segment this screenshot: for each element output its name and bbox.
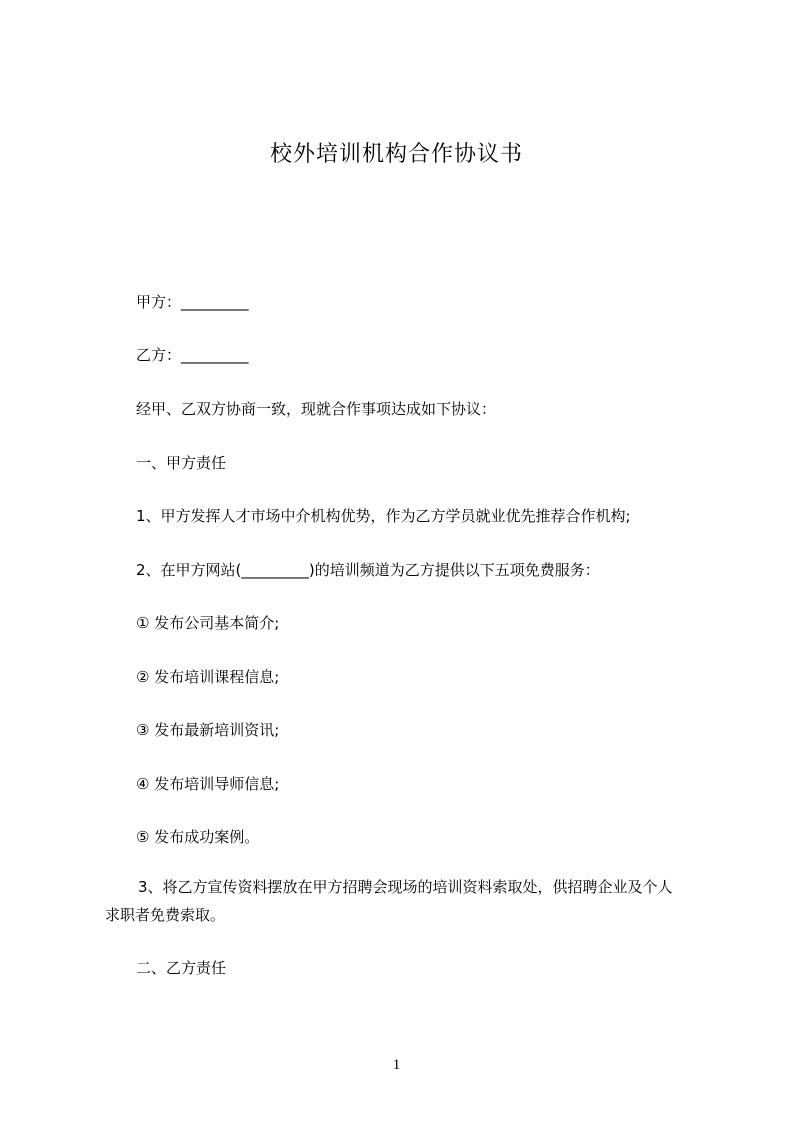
clause-3-line-2: 求职者免费索取。 (105, 906, 226, 924)
service-item: ④ 发布培训导师信息; (136, 775, 280, 793)
party-a-line: 甲方：_________ (136, 293, 249, 311)
service-item: ⑤ 发布成功案例。 (136, 828, 260, 846)
clause-1: 1、甲方发挥人才市场中介机构优势，作为乙方学员就业优先推荐合作机构; (136, 507, 631, 525)
service-item: ③ 发布最新培训资讯; (136, 721, 280, 739)
service-item: ② 发布培训课程信息; (136, 668, 280, 686)
party-b-line: 乙方：_________ (136, 346, 249, 364)
section-heading-party-a: 一、甲方责任 (136, 454, 227, 472)
clause-3-line-1: 3、将乙方宣传资料摆放在甲方招聘会现场的培训资料索取处，供招聘企业及个人 (138, 878, 673, 896)
intro-paragraph: 经甲、乙双方协商一致，现就合作事项达成如下协议： (136, 400, 497, 418)
section-heading-party-b: 二、乙方责任 (136, 959, 227, 977)
clause-2: 2、在甲方网站(_________)的培训频道为乙方提供以下五项免费服务： (136, 561, 600, 579)
page-number: 1 (392, 1057, 401, 1073)
document-title: 校外培训机构合作协议书 (269, 142, 523, 167)
service-item: ① 发布公司基本简介; (136, 614, 280, 632)
clause-3 (105, 873, 720, 929)
